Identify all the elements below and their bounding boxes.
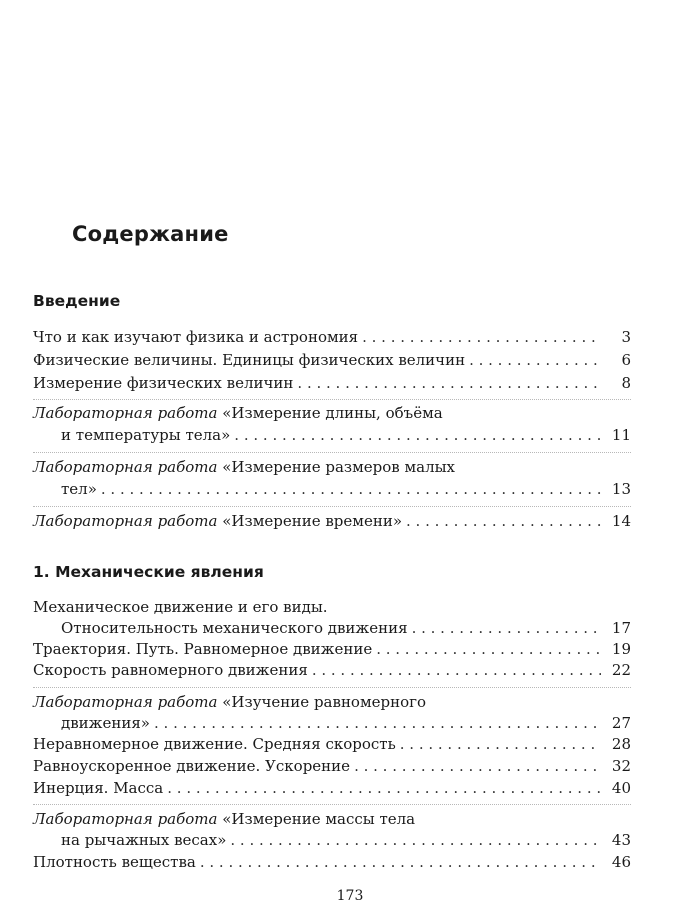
page-number: 173 xyxy=(336,888,364,904)
toc-entry-page: 27 xyxy=(611,714,631,732)
toc-entry[interactable] xyxy=(33,851,631,873)
dot-leader xyxy=(362,326,601,348)
toc-entry-title: Траектория. Путь. Равномерное движение xyxy=(33,640,373,658)
toc-entry-title: Скорость равномерного движения xyxy=(33,661,308,679)
dot-leader xyxy=(406,510,601,532)
lab-title-cont: и температуры тела» xyxy=(61,426,231,444)
toc-entry-page: 3 xyxy=(621,328,631,346)
dot-leader xyxy=(354,755,601,777)
divider xyxy=(33,452,631,453)
lab-label: Лабораторная работа xyxy=(33,512,218,530)
toc-entry[interactable] xyxy=(33,733,631,755)
toc-entry[interactable] xyxy=(33,349,631,371)
toc-entry-page: 6 xyxy=(621,351,631,369)
section-heading-introduction: Введение xyxy=(33,292,121,310)
dot-leader xyxy=(101,478,601,500)
divider xyxy=(33,506,631,507)
toc-entry-title: Физические величины. Единицы физических величин xyxy=(33,351,466,369)
dot-leader xyxy=(412,617,601,639)
lab-entry-heading xyxy=(33,691,426,713)
section-heading-mechanical: 1. Механические явления xyxy=(33,563,264,581)
toc-entry-page: 8 xyxy=(621,374,631,392)
toc-entry-page: 43 xyxy=(611,831,631,849)
lab-label: Лабораторная работа xyxy=(33,458,218,476)
lab-title: «Измерение массы тела xyxy=(222,810,416,828)
divider xyxy=(33,399,631,400)
lab-label: Лабораторная работа xyxy=(33,693,218,711)
lab-title-cont: тел» xyxy=(61,480,97,498)
dot-leader xyxy=(469,349,601,371)
lab-label: Лабораторная работа xyxy=(33,810,218,828)
lab-title: «Измерение длины, объёма xyxy=(222,404,443,422)
lab-title-cont: движения» xyxy=(61,714,150,732)
lab-entry[interactable] xyxy=(61,478,631,500)
dot-leader xyxy=(200,851,601,873)
lab-entry[interactable] xyxy=(61,424,631,446)
toc-entry-title: Равноускоренное движение. Ускорение xyxy=(33,757,351,775)
dot-leader xyxy=(234,424,601,446)
toc-entry-title: Неравномерное движение. Средняя скорость xyxy=(33,735,396,753)
toc-entry-page: 46 xyxy=(611,853,631,871)
toc-entry[interactable] xyxy=(33,777,631,799)
dot-leader xyxy=(167,777,601,799)
divider xyxy=(33,804,631,805)
dot-leader xyxy=(400,733,601,755)
toc-entry-page: 19 xyxy=(611,640,631,658)
toc-entry[interactable] xyxy=(33,326,631,348)
toc-entry-page: 14 xyxy=(611,512,631,530)
lab-entry-text xyxy=(33,510,402,532)
toc-entry[interactable] xyxy=(33,372,631,394)
toc-entry-page: 11 xyxy=(611,426,631,444)
toc-entry[interactable] xyxy=(61,617,631,639)
lab-entry-heading xyxy=(33,456,455,478)
dot-leader xyxy=(312,659,601,681)
toc-entry-title: Плотность вещества xyxy=(33,853,196,871)
toc-entry-page: 32 xyxy=(611,757,631,775)
lab-title-cont: на рычажных весах» xyxy=(61,831,227,849)
lab-title: «Изучение равномерного xyxy=(222,693,427,711)
lab-entry-heading xyxy=(33,808,415,830)
dot-leader xyxy=(376,638,601,660)
divider xyxy=(33,687,631,688)
toc-entry-page: 40 xyxy=(611,779,631,797)
toc-entry[interactable] xyxy=(33,638,631,660)
toc-entry-page: 17 xyxy=(611,619,631,637)
dot-leader xyxy=(230,829,601,851)
toc-entry[interactable] xyxy=(33,659,631,681)
lab-title: «Измерение размеров малых xyxy=(222,458,456,476)
lab-entry[interactable] xyxy=(33,510,631,532)
dot-leader xyxy=(154,712,601,734)
lab-label: Лабораторная работа xyxy=(33,404,218,422)
lab-entry[interactable] xyxy=(61,829,631,851)
dot-leader xyxy=(297,372,601,394)
toc-entry-heading: Механическое движение и его виды. xyxy=(33,598,328,616)
toc-entry-title: Инерция. Масса xyxy=(33,779,164,797)
toc-entry-page: 13 xyxy=(611,480,631,498)
lab-title: «Измерение времени» xyxy=(222,512,402,530)
toc-entry-title: Измерение физических величин xyxy=(33,374,294,392)
toc-entry[interactable] xyxy=(33,755,631,777)
toc-entry-title: Относительность механического движения xyxy=(61,619,408,637)
lab-entry[interactable] xyxy=(61,712,631,734)
toc-entry-title: Что и как изучают физика и астрономия xyxy=(33,328,359,346)
lab-entry-heading xyxy=(33,402,443,424)
page-title: Содержание xyxy=(72,222,229,246)
toc-entry-page: 22 xyxy=(611,661,631,679)
toc-entry-page: 28 xyxy=(611,735,631,753)
